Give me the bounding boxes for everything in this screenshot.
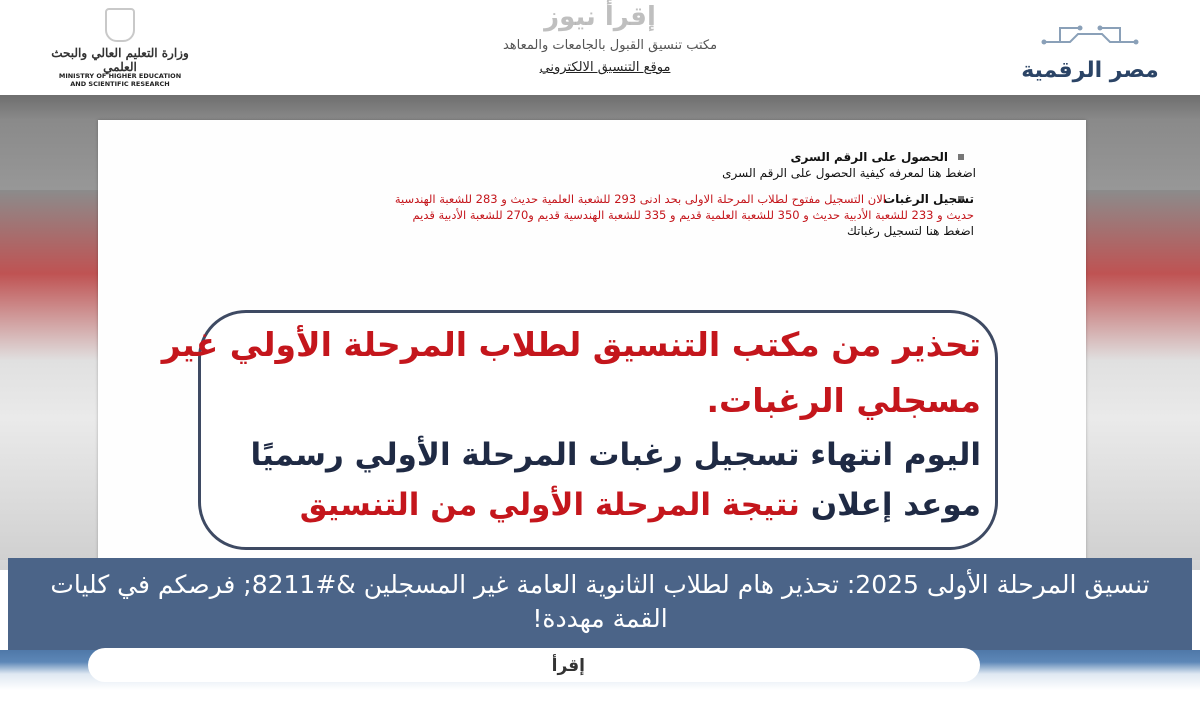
warning-line-1: تحذير من مكتب التنسيق لطلاب المرحلة الأولي غير [161, 325, 981, 364]
article-headline[interactable]: تنسيق المرحلة الأولى 2025: تحذير هام لطلاب الثانوية العامة غير المسجلين &#8211; فرصكم في كليات القمة مهددة! [50, 570, 1150, 633]
page-header [0, 0, 1200, 95]
wishes-label: تسجيل الرغبات [883, 192, 974, 206]
wishes-link[interactable]: اضغط هنا لتسجيل رغباتك [847, 224, 974, 238]
document-panel [98, 120, 1086, 565]
warning-box [161, 310, 998, 550]
warning-line-4-part2: نتيجة المرحلة الأولي من التنسيق [299, 487, 800, 523]
warning-line-3: اليوم انتهاء تسجيل رغبات المرحلة الأولي رسميًا [250, 437, 981, 473]
bullet-icon [958, 154, 964, 160]
wishes-info-line2: حديث و 233 للشعبة الأدبية حديث و 350 للشعبة العلمية قديم و 335 للشعبة الهندسية قديم و270 للشعبة الأدبية قديم [412, 208, 974, 222]
ministry-english-name: MINISTRY OF HIGHER EDUCATION AND SCIENTIFIC RESEARCH [58, 72, 182, 88]
flag-decoration-right [1085, 190, 1200, 570]
bottom-pill [88, 648, 980, 682]
ministry-arabic-name: وزارة التعليم العالي والبحث العلمي [51, 46, 189, 74]
ministry-logo [50, 8, 190, 90]
wishes-info-line1: الان التسجيل مفتوح لطلاب المرحلة الاولى بحد ادنى 293 للشعبة العلمية حديث و 283 للشعبة الهندسية [394, 192, 886, 206]
pin-title: الحصول على الرقم السرى [790, 150, 948, 164]
digital-egypt-logo [1020, 8, 1160, 88]
site-logo[interactable]: إقرأ [551, 656, 585, 676]
brand-watermark: إقرأ نيوز [544, 2, 656, 32]
flag-decoration-left [0, 190, 100, 570]
eagle-emblem-icon [105, 8, 135, 42]
digital-egypt-name: مصر الرقمية [1021, 58, 1159, 83]
office-title: مكتب تنسيق القبول بالجامعات والمعاهد [502, 38, 718, 53]
circuit-icon [1040, 16, 1140, 48]
warning-line-4 [300, 487, 981, 523]
warning-line-2: مسجلي الرغبات. [706, 381, 981, 420]
warning-line-4-part1: موعد إعلان [810, 487, 981, 523]
caption-bar [8, 558, 1192, 650]
pin-link[interactable]: اضغط هنا لمعرفه كيفية الحصول على الرقم السرى [722, 166, 976, 180]
site-link[interactable]: موقع التنسيق الالكتروني [539, 60, 671, 75]
